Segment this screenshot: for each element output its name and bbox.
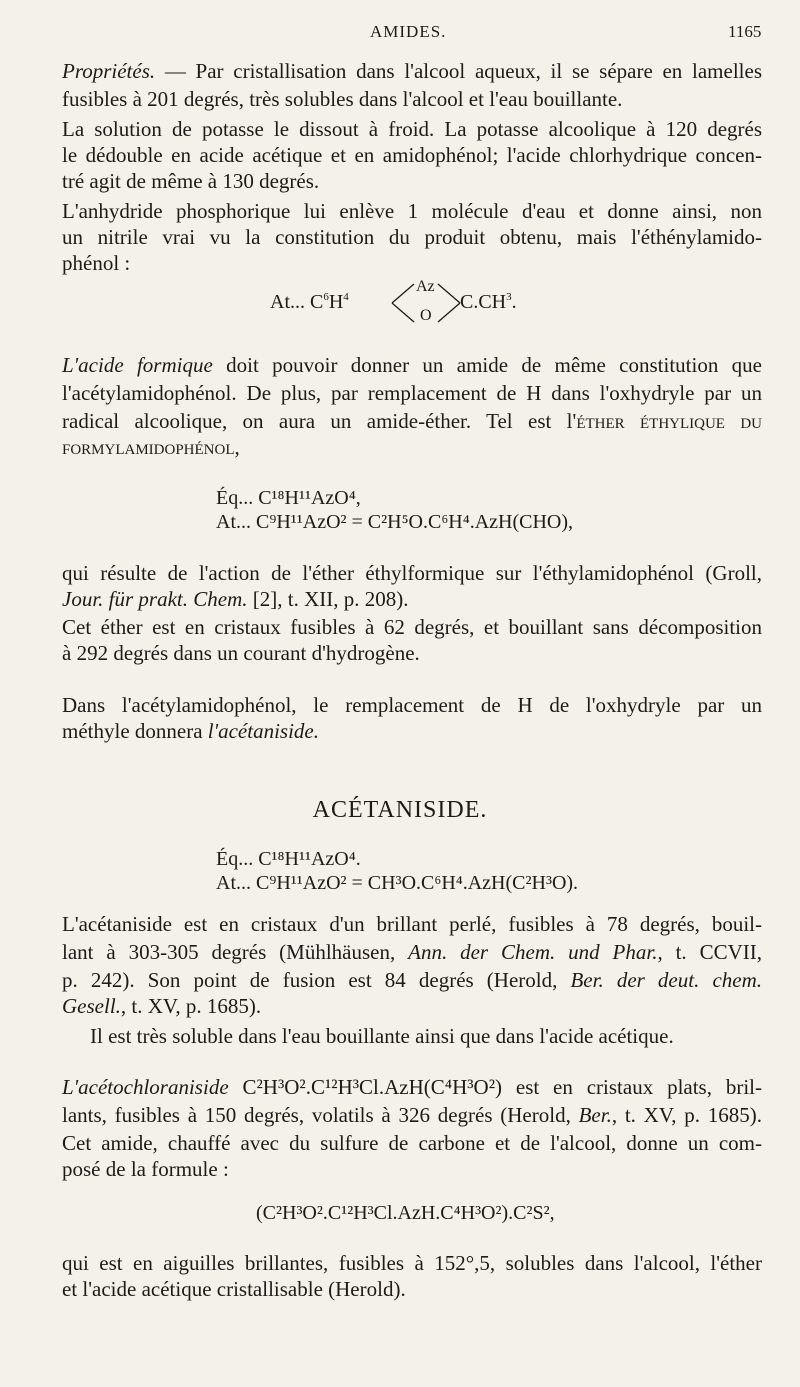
paragraph-line — [62, 352, 762, 378]
paragraph-line: La solution de potasse le dissout à froid. La potasse alcoolique à 120 degrés — [62, 117, 762, 141]
header-title: AMIDES. — [370, 22, 447, 41]
formula-text: . — [511, 291, 517, 313]
italic-text: Jour. für prakt. Chem. — [62, 587, 248, 611]
italic-text: Gesell. — [62, 994, 121, 1018]
running-header — [0, 22, 800, 44]
page-number: 1165 — [728, 22, 762, 41]
formula-text: At... C — [270, 291, 324, 313]
italic-text: Ber. — [578, 1103, 612, 1127]
paragraph-line — [62, 993, 261, 1019]
text-span: radical alcoolique, on aura un amide-éther. Tel est l' — [62, 409, 577, 433]
paragraph-line: qui résulte de l'action de l'éther éthylformique sur l'éthylamidophénol (Groll, — [62, 561, 762, 585]
paragraph-line: un nitrile vrai vu la constitution du produit obtenu, mais l'éthénylamido- — [62, 225, 762, 249]
paragraph-line: le dédouble en acide acétique et en amidophénol; l'acide chlorhydrique concen- — [62, 143, 762, 167]
italic-label: Propriétés. — [62, 59, 156, 83]
italic-text: l'acétaniside. — [207, 719, 319, 743]
text-span: C²H³O².C¹²H³Cl.AzH(C⁴H³O²) est en cristaux plats, bril- — [228, 1075, 762, 1099]
structural-formula — [270, 289, 349, 315]
text-span: p. 242). Son point de fusion est 84 degrés (Herold, — [62, 968, 571, 992]
structural-formula-suffix — [460, 289, 517, 315]
formula-at: At... C⁹H¹¹AzO² = C²H⁵O.C⁶H⁴.AzH(CHO), — [216, 511, 574, 533]
text-span: méthyle donnera — [62, 719, 208, 743]
text-span: lants, fusibles à 150 degrés, volatils à 326 degrés (Herold, — [62, 1103, 579, 1127]
formula-eq: Éq... C¹⁸H¹¹AzO⁴, — [216, 487, 361, 509]
paragraph-line: Dans l'acétylamidophénol, le remplacement de H de l'oxhydryle par un — [62, 693, 762, 717]
paragraph-line: à 292 degrés dans un courant d'hydrogène. — [62, 641, 420, 665]
text-span: doit pouvoir donner un amide de même constitution que — [212, 353, 762, 377]
formula-at: At... C⁹H¹¹AzO² = CH³O.C⁶H⁴.AzH(C²H³O). — [216, 872, 579, 894]
paragraph-line — [62, 967, 762, 993]
formula-sup: 4 — [343, 291, 349, 303]
italic-text: Ber. der deut. chem. — [570, 968, 762, 992]
text-span: , t. XV, p. 1685). — [120, 994, 262, 1018]
formula-text: H — [328, 291, 344, 313]
formula-o: O — [420, 307, 432, 324]
formula-line: (C²H³O².C¹²H³Cl.AzH.C⁴H³O²).C²S², — [256, 1202, 555, 1224]
paragraph-line — [62, 939, 762, 965]
text-span: , t. CCVII, — [657, 940, 762, 964]
small-caps-text: éther éthylique du — [576, 409, 762, 433]
paragraph-line: phénol : — [62, 251, 131, 275]
italic-text: L'acétochloraniside — [62, 1075, 229, 1099]
formula-sup: 3 — [506, 291, 512, 303]
paragraph-line: l'acétylamidophénol. De plus, par remplacement de H dans l'oxhydryle par un — [62, 381, 762, 405]
paragraph-line: Il est très soluble dans l'eau bouillante ainsi que dans l'acide acétique. — [90, 1024, 674, 1048]
paragraph-line — [62, 586, 408, 612]
paragraph-line: posé de la formule : — [62, 1157, 229, 1181]
paragraph-line: tré agit de même à 130 degrés. — [62, 169, 320, 193]
paragraph-line: L'anhydride phosphorique lui enlève 1 molécule d'eau et donne ainsi, non — [62, 199, 762, 223]
italic-text: L'acide formique — [62, 353, 213, 377]
paragraph-line: fusibles à 201 degrés, très solubles dans l'alcool et l'eau bouillante. — [62, 87, 623, 111]
formula-eq: Éq... C¹⁸H¹¹AzO⁴. — [216, 848, 361, 870]
paragraph-line — [62, 408, 762, 434]
formula-sup: 6 — [323, 291, 329, 303]
text-span: lant à 303-305 degrés (Mühlhäusen, — [62, 940, 409, 964]
paragraph-line — [62, 58, 762, 84]
formula-az: Az — [416, 278, 435, 295]
paragraph-line: Cet éther est en cristaux fusibles à 62 degrés, et bouillant sans décomposition — [62, 615, 762, 639]
paragraph-line — [62, 1102, 762, 1128]
paragraph-line: Cet amide, chauffé avec du sulfure de carbone et de l'alcool, donne un com- — [62, 1131, 762, 1155]
paragraph-line: qui est en aiguilles brillantes, fusibles à 152°,5, solubles dans l'alcool, l'éther — [62, 1251, 762, 1275]
section-title: ACÉTANISIDE. — [312, 797, 488, 823]
text-span: — Par cristallisation dans l'alcool aqueux, il se sépare en lamelles — [155, 59, 762, 83]
paragraph-line: et l'acide acétique cristallisable (Herold). — [62, 1277, 406, 1301]
paragraph-line: formylamidophénol, — [62, 435, 240, 459]
paragraph-line — [62, 718, 319, 744]
text-span: , t. XV, p. 1685). — [611, 1103, 763, 1127]
text-span: [2], t. XII, p. 208). — [247, 587, 409, 611]
italic-text: Ann. der Chem. und Phar. — [408, 940, 658, 964]
formula-text: C.CH — [460, 291, 507, 313]
paragraph-line: L'acétaniside est en cristaux d'un brillant perlé, fusibles à 78 degrés, bouil- — [62, 912, 762, 936]
paragraph-line — [62, 1074, 762, 1100]
